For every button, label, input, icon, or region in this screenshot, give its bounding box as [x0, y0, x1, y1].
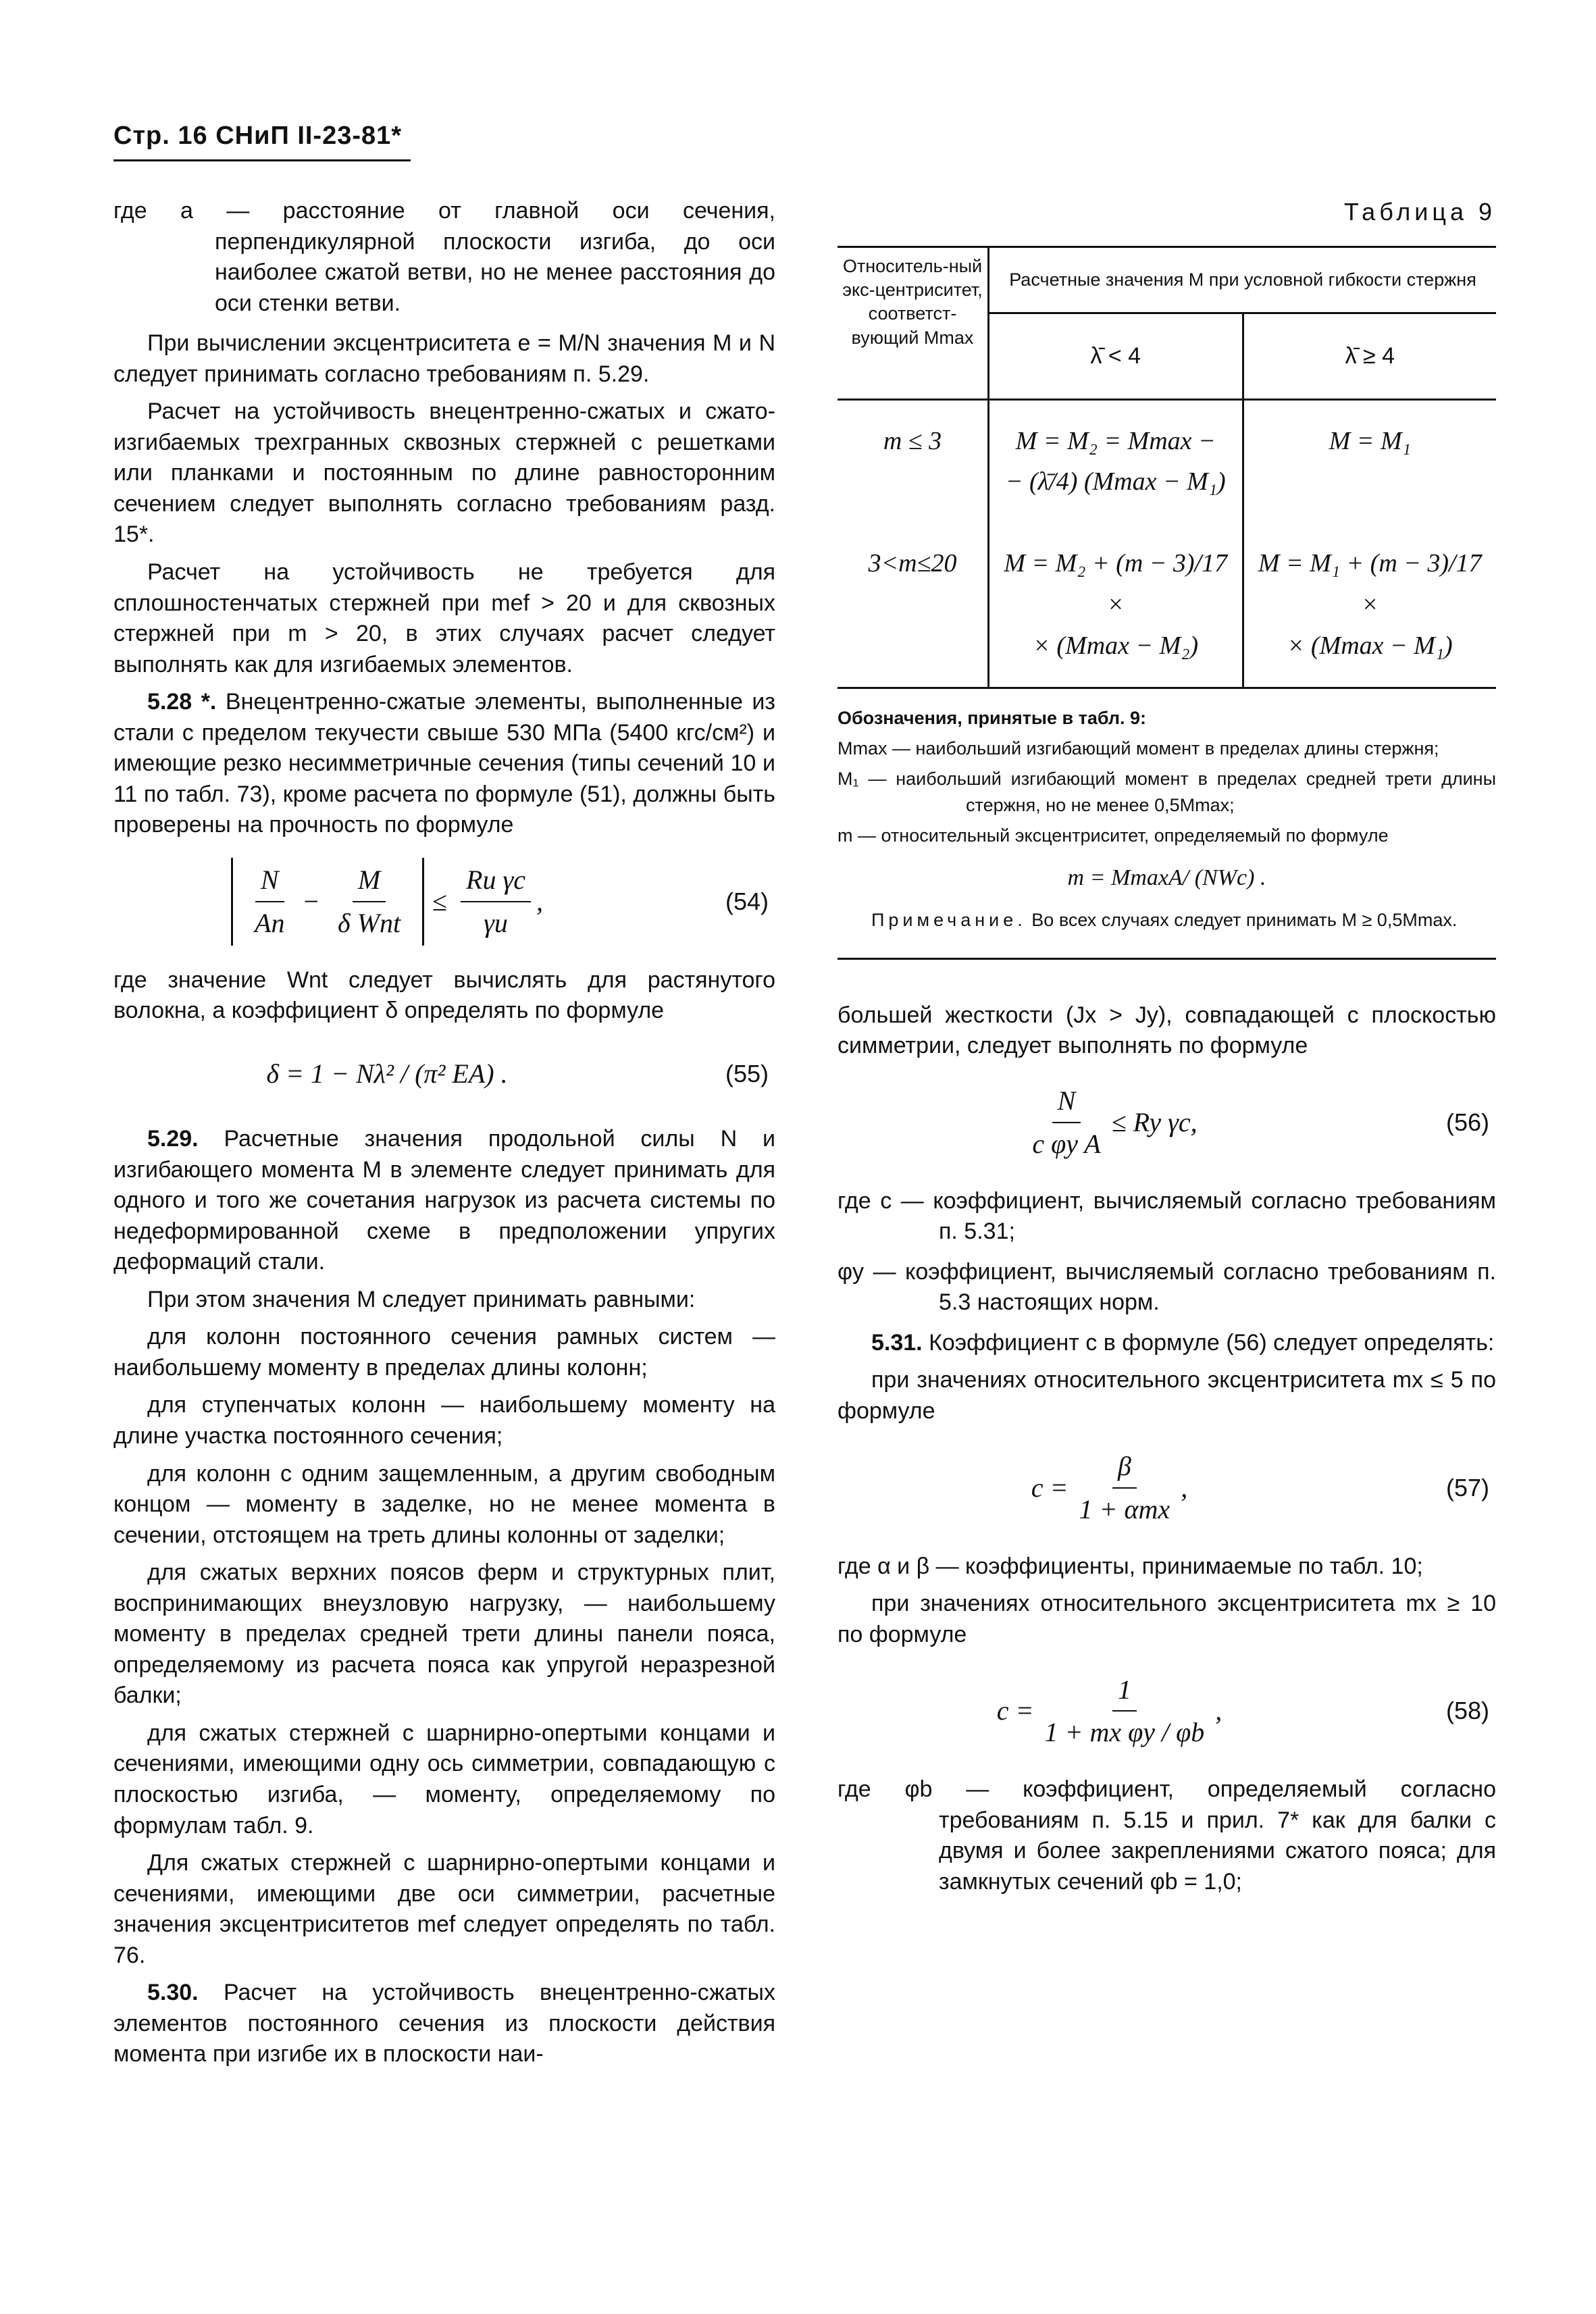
cell-line: × (Mmax − M₁)	[1287, 631, 1453, 660]
where-item: φy — коэффициент, вычисляемый согласно требованиям п. 5.3 настоящих норм.	[838, 1258, 1496, 1316]
formula-57: c = $\frac{\beta}{\text{1 + αmx}}$ , (57)	[838, 1441, 1496, 1535]
cell-line: M = M₁ + (m − 3)/17 ×	[1258, 549, 1482, 619]
section-5-30	[113, 1978, 775, 2070]
section-rule	[838, 958, 1496, 960]
section-5-29	[113, 1124, 775, 1278]
formula-term: c =	[996, 1695, 1034, 1726]
cell-line: M = M₂ = Mmax −	[1015, 426, 1216, 455]
note-item: M₁ — наибольший изгибающий момент в пределах средней трети длины стержня, но не менее 0,5Mmax;	[838, 768, 1496, 815]
formula-term: An	[255, 907, 285, 938]
note-item: Mmax — наибольший изгибающий момент в пределах длины стержня;	[838, 738, 1439, 759]
table-header-group: Расчетные значения M при условной гибкости стержня	[989, 247, 1497, 313]
left-column	[113, 196, 775, 2077]
formula-term: 1 + αmx	[1079, 1493, 1170, 1524]
paragraph: При вычислении эксцентриситета e = M/N значения M и N следует принимать согласно требованиям п. 5.29.	[113, 330, 775, 387]
right-column	[838, 196, 1496, 1907]
section-text: Расчет на устойчивость внецентренно-сжатых элементов постоянного сечения из плоскости действия момента при изгибе их в плоскости наи-	[113, 1980, 775, 2067]
paragraph: при значениях относительного эксцентриситета mx ≥ 10 по формуле	[838, 1591, 1496, 1647]
paragraph: для сжатых стержней с шарнирно-опертыми концами и сечениями, имеющими одну ось симметрии, совпадающую с плоскостью изгиба, — моменту, определяемому по формулам табл. 9.	[113, 1720, 775, 1839]
paragraph: При этом значения M следует принимать равными:	[147, 1286, 696, 1312]
formula-54: $\frac{N}{An}$ − $\frac{M}{\text{δ Wnt}}$ ≤ $\frac{\text{Ru γc}}{\gamma u}$ , (54)	[113, 854, 775, 949]
table-row	[838, 399, 1496, 523]
section-number: 5.31.	[871, 1329, 923, 1356]
formula-55	[113, 1040, 775, 1108]
where-item: где φb — коэффициент, определяемый согласно требованиям п. 5.15 и прил. 7* как для балки с двумя и более закреплениями сжатого пояса; для замкнутых сечений φb = 1,0;	[838, 1776, 1496, 1895]
section-number: 5.30.	[147, 1980, 199, 2006]
paragraph: для сжатых верхних поясов ферм и структурных плит, воспринимающих внеузловую нагрузку, — наибольшему моменту в пределах средней трети длины панели пояса, определяемому из расчета пояса как упругой неразрезной балки;	[113, 1560, 775, 1709]
paragraph: где α и β — коэффициенты, принимаемые по табл. 10;	[838, 1553, 1423, 1579]
section-number: 5.28 *.	[147, 689, 217, 715]
formula-term: c =	[1031, 1472, 1069, 1503]
formula-number: (56)	[1445, 1108, 1489, 1136]
page-header: Стр. 16 СНиП II-23-81*	[113, 122, 403, 150]
paragraph: для ступенчатых колонн — наибольшему моменту на длине участка постоянного сечения;	[113, 1392, 775, 1449]
paragraph: где a — расстояние от главной оси сечения, перпендикулярной плоскости изгиба, до оси наиболее сжатой ветви, но не менее расстояния до оси стенки ветви.	[113, 198, 775, 316]
table-row	[838, 523, 1496, 688]
formula-number: (54)	[725, 887, 769, 915]
formula-term: δ Wnt	[338, 907, 401, 938]
where-item: где c — коэффициент, вычисляемый согласно требованиям п. 5.31;	[838, 1187, 1496, 1245]
paragraph: при значениях относительного эксцентриситета mx ≤ 5 по формуле	[838, 1367, 1496, 1424]
formula-term: β	[1112, 1448, 1137, 1489]
formula-58: c = $\frac{1}{\text{1 + mx φy / φb}}$ , (58)	[838, 1664, 1496, 1758]
table-cell: M = M₁	[1329, 426, 1411, 455]
table-notes	[838, 705, 1496, 933]
formula-term: ≤ Ry γc,	[1111, 1106, 1198, 1137]
table-remark	[838, 907, 1496, 933]
paragraph: большей жесткости (Jx > Jy), совпадающей с плоскостью симметрии, следует выполнять по формуле	[838, 1002, 1496, 1059]
formula-term: Ru γc	[461, 862, 531, 902]
table-caption: Таблица 9	[1343, 198, 1496, 226]
formula-term: N	[1052, 1083, 1081, 1123]
remark-label: Примечание.	[871, 909, 1027, 930]
table-cell	[989, 399, 1243, 523]
table-9	[838, 246, 1496, 688]
paragraph: где значение Wnt следует вычислять для растянутого волокна, а коэффициент δ определять по формуле	[113, 967, 775, 1024]
note-formula: m = MmaxA/ (NWc) .	[1067, 865, 1266, 891]
paragraph: Для сжатых стержней с шарнирно-опертыми концами и сечениями, имеющими две оси симметрии, расчетные значения эксцентриситетов mef следует определять по табл. 76.	[113, 1850, 775, 1968]
paragraph: для колонн с одним защемленным, а другим свободным концом — моменту в заделке, но не менее момента в сечении, отстоящем на треть длины колонны от заделки;	[113, 1460, 775, 1548]
table-header-ge4: λ̄ ≥ 4	[1243, 313, 1496, 399]
section-text: Коэффициент c в формуле (56) следует определять:	[929, 1329, 1495, 1356]
section-5-31	[838, 1328, 1496, 1359]
header-rule	[113, 159, 411, 161]
notes-title: Обозначения, принятые в табл. 9:	[838, 707, 1147, 728]
cell-line: − (λ̄/4) (Mmax − M₁)	[1005, 467, 1226, 496]
formula-number: (58)	[1445, 1697, 1489, 1725]
formula-term: 1 + mx φy / φb	[1044, 1717, 1205, 1748]
section-text: Внецентренно-сжатые элементы, выполненные из стали с пределом текучести свыше 530 МПа (5400 кгс/см²) и имеющие резко несимметричные сечения (типы сечений 10 и 11 по табл. 73), кроме расчета по формуле (51), должны быть проверены на прочность по формуле	[113, 689, 775, 838]
formula-term: 1	[1112, 1672, 1137, 1712]
formula-term: N	[255, 862, 284, 902]
table-header-lt4: λ̄ < 4	[989, 313, 1243, 399]
table-header-eccentricity: Относитель-ный экс-центриситет, соответст-вующий Mmax	[838, 247, 989, 399]
note-item: m — относительный эксцентриситет, определяемый по формуле	[838, 825, 1389, 846]
table-cell	[1243, 523, 1496, 688]
formula-number: (55)	[725, 1059, 769, 1087]
cell-line: × (Mmax − M₂)	[1033, 631, 1199, 660]
section-number: 5.29.	[147, 1126, 199, 1152]
formula-term: c φy A	[1032, 1128, 1101, 1159]
formula-number: (57)	[1445, 1473, 1489, 1501]
paragraph: Расчет на устойчивость не требуется для сплошностенчатых стержней при mef > 20 и для сквозных стержней при m > 20, в этих случаях расчет следует выполнять как для изгибаемых элементов.	[113, 559, 775, 677]
formula-body: δ = 1 − Nλ² / (π² EA) .	[266, 1058, 508, 1089]
formula-56	[838, 1075, 1496, 1170]
cell-line: M = M₂ + (m − 3)/17 ×	[1004, 549, 1228, 619]
table-cell	[989, 523, 1243, 688]
section-5-28	[113, 687, 775, 841]
section-text: Расчетные значения продольной силы N и изгибающего момента M в элементе следует принимать для одного и того же сочетания нагрузок из расчета системы по недеформированной схеме в предположении упругих деформаций стали.	[113, 1126, 775, 1275]
table-cell: m ≤ 3	[838, 399, 989, 523]
formula-term: γu	[484, 907, 508, 938]
formula-term: M	[353, 862, 386, 902]
table-cell: 3<m≤20	[838, 523, 989, 688]
remark-text: Во всех случаях следует принимать M ≥ 0,5Mmax.	[1031, 909, 1458, 930]
paragraph: Расчет на устойчивость внецентренно-сжатых и сжато-изгибаемых трехгранных сквозных стержней с решетками или планками и постоянным по длине равносторонним сечением следует выполнять согласно требованиям разд. 15*.	[113, 398, 775, 548]
paragraph: для колонн постоянного сечения рамных систем — наибольшему моменту в пределах длины колонн;	[113, 1324, 775, 1381]
